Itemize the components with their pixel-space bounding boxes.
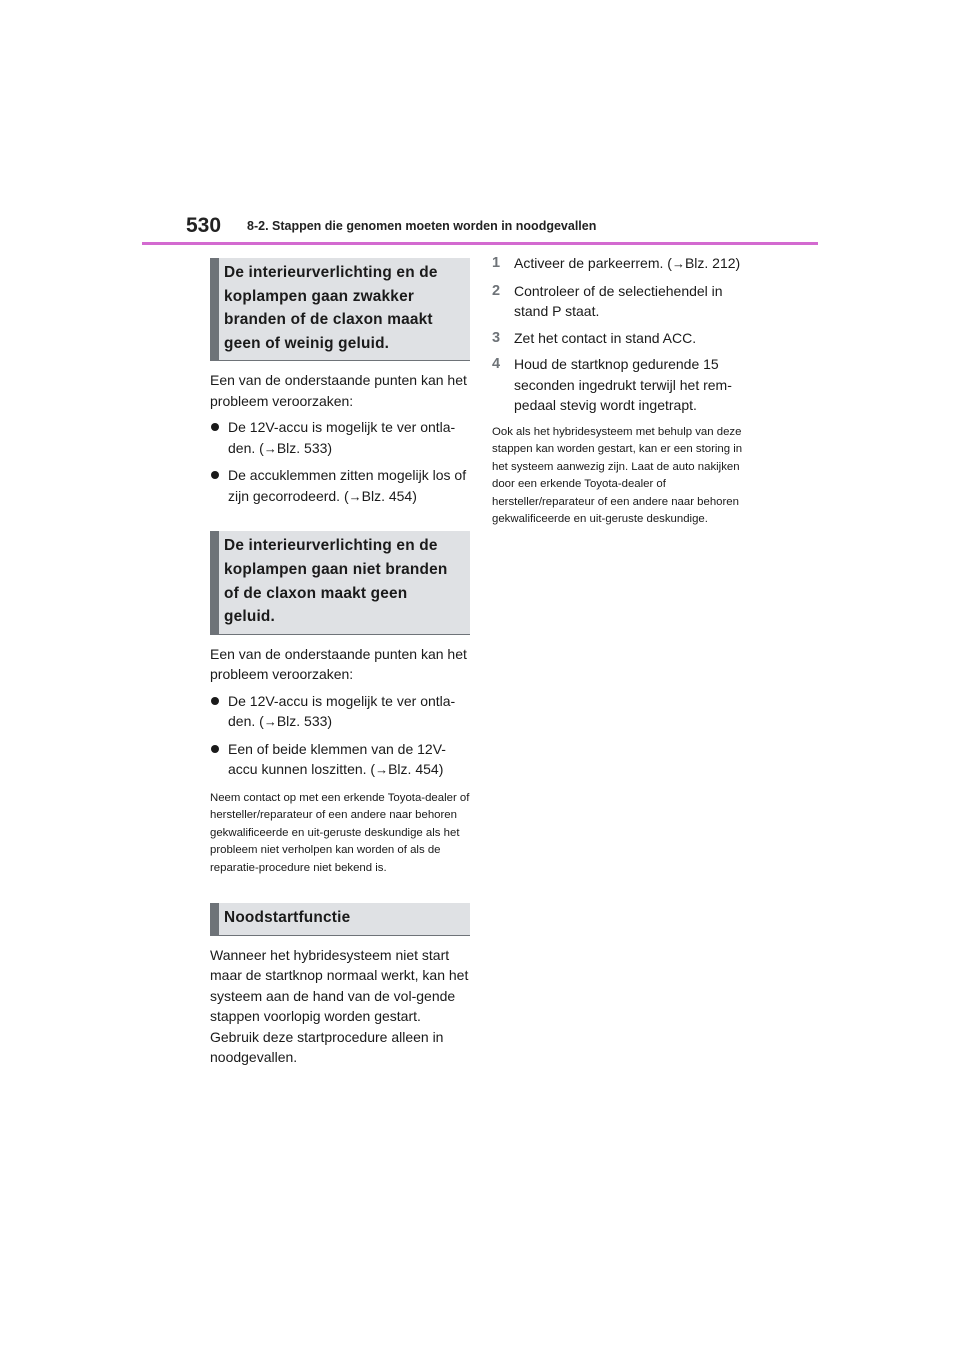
list-item: De 12V-accu is mogelijk te ver ontla-den. (→Blz. 533): [210, 417, 470, 459]
arrow-icon: →: [375, 762, 389, 778]
step-item: 2 Controleer of de selectiehendel in stand P staat.: [492, 282, 723, 319]
page-number: 530: [186, 214, 222, 237]
list-item: De accuklemmen zitten mogelijk los of zijn gecorrodeerd. (→Blz. 454): [210, 465, 470, 507]
step-item: 4 Houd de startknop gedurende 15 seconden ingedrukt terwijl het rem-pedaal stevig wordt ingetrapt.: [492, 356, 732, 413]
step-item: 3 Zet het contact in stand ACC.: [492, 328, 754, 349]
section1-intro: Een van de onderstaande punten kan het probleem veroorzaken:: [210, 372, 467, 409]
emergency-start-steps: [492, 253, 754, 416]
section3-paragraph-emergency: Gebruik deze startprocedure alleen in noodgevallen.: [210, 1028, 444, 1066]
step-number: 3: [492, 329, 501, 346]
left-column: [210, 258, 470, 1068]
section-heading-emergency-start: Noodstartfunctie: [210, 903, 470, 936]
arrow-icon: →: [263, 714, 277, 730]
page-reference[interactable]: Blz. 533: [276, 713, 328, 730]
page-reference[interactable]: Blz. 212: [684, 255, 736, 271]
page-reference[interactable]: Blz. 454: [388, 761, 439, 778]
list-item: De 12V-accu is mogelijk te ver ontla-den. (→Blz. 533): [210, 691, 470, 733]
section2-bullets: [210, 691, 470, 781]
step-number: 2: [492, 282, 501, 299]
list-item: Een of beide klemmen van de 12V-accu kunnen loszitten. (→Blz. 454): [210, 739, 470, 781]
section-heading-dim-lights: De interieurverlichting en de koplampen gaan zwakker branden of de claxon maakt geen of weinig geluid.: [210, 258, 470, 361]
arrow-icon: →: [671, 256, 685, 271]
page-reference[interactable]: Blz. 454: [361, 487, 413, 504]
section2-note: Neem contact op met een erkende Toyota-dealer of hersteller/reparateur of een andere naar behoren gekwalificeerde en uit-geruste deskundige als het probleem niet verholpen kan worden of als de reparatie-procedure niet bekend is.: [210, 791, 470, 874]
section-heading-no-lights: De interieurverlichting en de koplampen gaan niet branden of de claxon maakt geen geluid.: [210, 531, 470, 634]
section1-bullets: [210, 417, 470, 507]
step-number: 1: [492, 255, 501, 271]
header-rule: [142, 242, 818, 245]
section3-paragraph: Wanneer het hybridesysteem niet start maar de startknop normaal werkt, kan het systeem aan de hand van de vol-gende stappen voorlopig worden gestart.: [210, 946, 469, 1025]
section2-intro: Een van de onderstaande punten kan het probleem veroorzaken:: [210, 645, 467, 683]
step-number: 4: [492, 356, 501, 372]
steps-note: Ook als het hybridesysteem met behulp van deze stappen kan worden gestart, kan er een storing in het systeem aanwezig zijn. Laat de auto nakijken door een erkende Toyota-dealer of hersteller/reparateur of een andere naar behoren gekwalificeerde en uit-geruste deskundige.: [492, 425, 743, 525]
right-column: [492, 253, 754, 529]
arrow-icon: →: [348, 488, 362, 504]
step-item: 1 Activeer de parkeerrem. (→Blz. 212): [492, 253, 754, 275]
arrow-icon: →: [263, 440, 277, 456]
page-reference[interactable]: Blz. 533: [276, 439, 328, 456]
chapter-title: 8-2. Stappen die genomen moeten worden in noodgevallen: [247, 219, 597, 233]
